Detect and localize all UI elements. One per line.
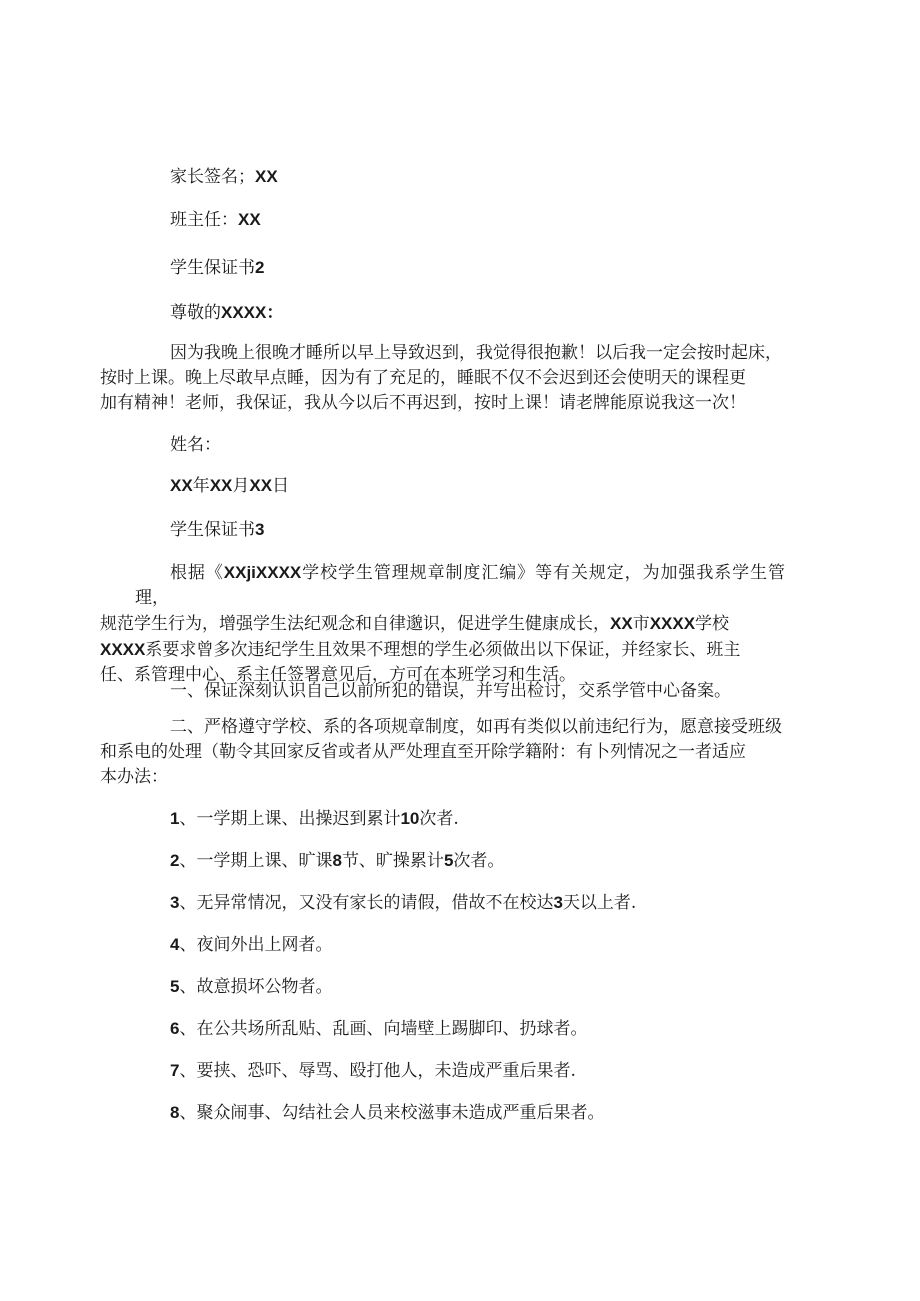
section-title-3-number: 3: [255, 520, 265, 539]
list-item: [170, 846, 504, 871]
salutation-prefix: 尊敬的: [170, 303, 221, 323]
paragraph-line: 加有精神！老师，我保证，我从今以后不再迟到，按时上课！请老牌能原说我这一次！: [100, 393, 746, 413]
list-item-number-inline: 3: [553, 893, 563, 912]
head-teacher-label: 班主任：: [170, 210, 238, 230]
list-item-text: 次者.: [419, 809, 459, 829]
list-item-number: 5: [170, 977, 180, 996]
list-item-number: 3: [170, 893, 180, 912]
list-item-number: 4: [170, 935, 180, 954]
list-item-text: 节、旷操累计: [341, 851, 444, 871]
paragraph-line: 和系电的处理（勒令其回家反省或者从严处理直至开除学籍附：有卜列情况之一者适应: [100, 742, 746, 762]
paragraph-line: 任、系管理中心、系主任签署意见后，方可在本班学习和生活。: [100, 665, 576, 685]
paragraph-line: 本办法：: [100, 767, 168, 787]
list-item-text: 次者。: [453, 851, 505, 871]
text-run: XXjiXXXX: [223, 563, 302, 582]
text-run: 规范学生行为，增强学生法纪观念和自律邈识，促进学生健康成长，: [100, 614, 610, 634]
section-title-2: [170, 253, 264, 278]
parent-signature-value: XX: [255, 167, 278, 186]
text-run: XXXX: [100, 640, 146, 659]
date-year: XX: [170, 476, 193, 495]
salutation-name: XXXX：: [221, 303, 284, 322]
text-run: 系要求曾多次违纪学生且效果不理想的学生必须做出以下保证，并经家长、班主: [145, 640, 741, 660]
section-title-3: [170, 515, 264, 540]
section-title-2-text: 学生保证书: [170, 258, 255, 278]
list-item-text: 、一学期上课、出操迟到累计: [179, 809, 401, 829]
text-run: 根据《: [170, 563, 224, 583]
head-teacher-value: XX: [238, 210, 261, 229]
guarantee-item-one: 一、保证深刻认识自己以前所犯的错误，并写出检讨，交系学管中心备案。: [170, 681, 731, 701]
date-year-unit: 年: [192, 476, 210, 496]
date-month: XX: [209, 476, 233, 495]
list-item-number: 7: [170, 1061, 180, 1080]
paragraph-line: [135, 560, 785, 611]
text-run: 学校: [695, 614, 730, 634]
salutation: [170, 298, 283, 323]
head-teacher-line: [170, 205, 261, 230]
parent-signature-line: [170, 162, 278, 187]
text-run: XXXX: [649, 614, 696, 633]
list-item: [170, 804, 459, 829]
paragraph-line: 因为我晚上很晚才睡所以早上导致迟到，我觉得很抱歉！以后我一定会按时起床，: [170, 343, 782, 363]
list-item-number: 8: [170, 1103, 180, 1122]
list-item-text: 、在公共场所乱贴、乱画、向墙壁上踢脚印、扔球者。: [179, 1019, 588, 1039]
list-item: [170, 972, 332, 997]
apology-paragraph: [100, 341, 785, 416]
list-item-text: 、无异常情况，又没有家长的请假，借故不在校达: [179, 893, 554, 913]
list-item-number-inline: 10: [400, 809, 420, 828]
text-run: 市: [632, 614, 650, 634]
parent-signature-label: 家长签名；: [170, 167, 255, 187]
list-item-text: 、故意损坏公物者。: [179, 977, 333, 997]
list-item-text: 天以上者.: [562, 893, 637, 913]
list-item: [170, 1014, 587, 1039]
regulation-paragraph: [100, 560, 786, 688]
paragraph-line: 按时上课。晚上尽敢早点睡，因为有了充足的，睡眠不仅不会迟到还会使明天的课程更: [100, 368, 746, 388]
list-item: [170, 1098, 604, 1123]
list-item: [170, 1056, 576, 1081]
list-item-number: 6: [170, 1019, 180, 1038]
list-item: [170, 888, 636, 913]
date-month-unit: 月: [232, 476, 250, 496]
list-item-number-inline: 5: [443, 851, 454, 870]
paragraph-line: 二、严格遵守学校、系的各项规章制度，如再有类似以前违纪行为，愿意接受班级: [170, 717, 782, 737]
list-item: [170, 930, 332, 955]
paragraph-line: [100, 637, 785, 663]
list-item-text: 、要挟、恐吓、辱骂、殴打他人，未造成严重后果者.: [179, 1061, 576, 1081]
date-day: XX: [249, 476, 273, 495]
paragraph-line: [100, 611, 785, 637]
list-item-text: 、一学期上课、旷课: [179, 851, 333, 871]
list-item-number-inline: 8: [332, 851, 342, 870]
date-day-unit: 日: [272, 476, 290, 496]
list-item-text: 、夜间外出上网者。: [179, 935, 333, 955]
list-item-number: 2: [170, 851, 180, 870]
section-title-2-number: 2: [255, 258, 265, 277]
date-line: [170, 471, 289, 496]
text-run: XX: [610, 614, 633, 633]
text-run: 学校学生管理规章制度汇编》等有关规定，为加强我系学生管理，: [135, 563, 786, 608]
section-title-3-text: 学生保证书: [170, 520, 255, 540]
list-item-text: 、聚众闹事、勾结社会人员来校滋事未造成严重后果者。: [179, 1103, 605, 1123]
name-label: 姓名：: [170, 435, 221, 455]
guarantee-item-two: [100, 715, 785, 790]
list-item-number: 1: [170, 809, 180, 828]
